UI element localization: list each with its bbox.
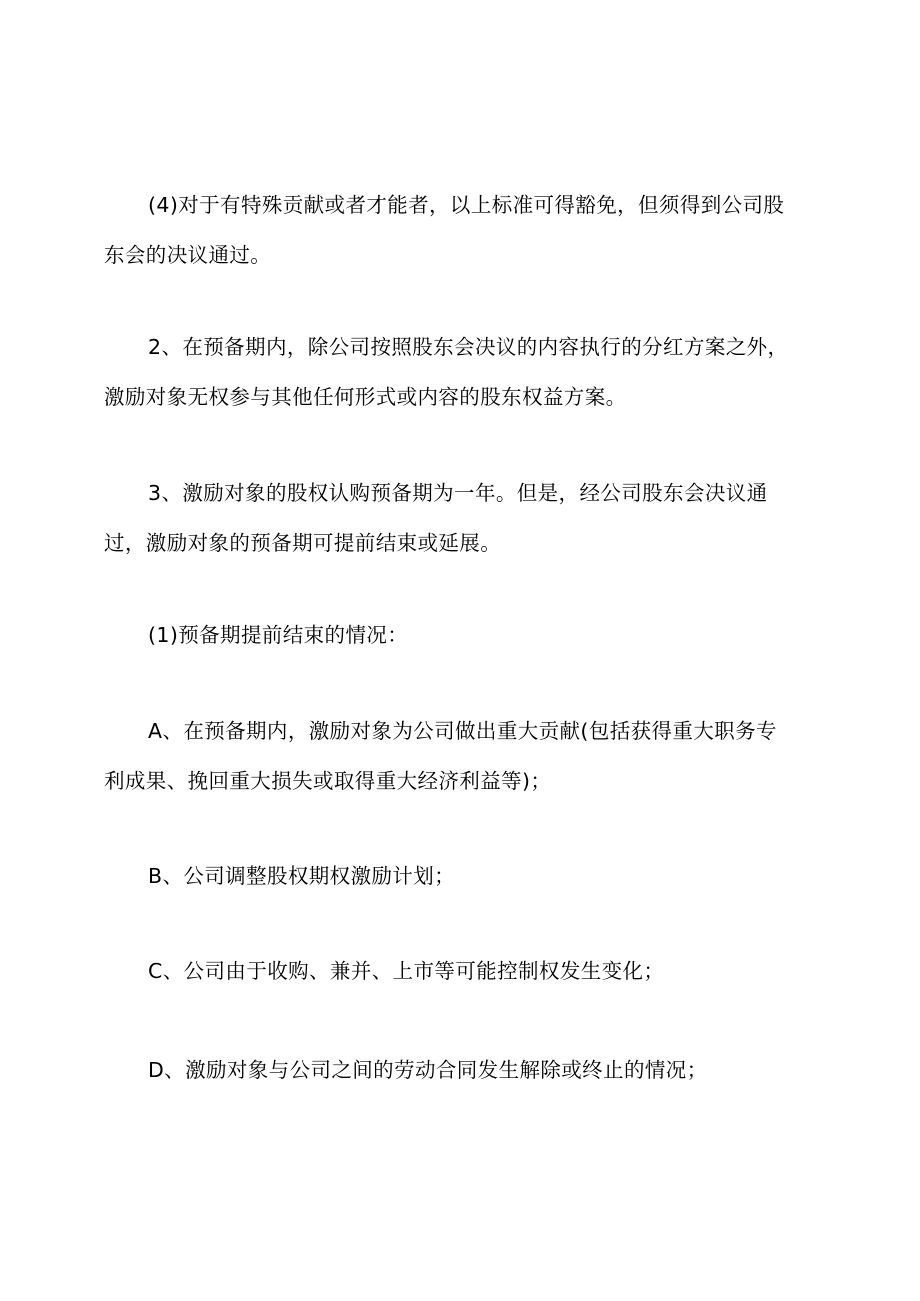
paragraph-special-contribution (104, 180, 804, 280)
paragraph-line: 利成果、挽回重大损失或取得重大经济利益等)； (104, 769, 552, 793)
paragraph-line: 过，激励对象的预备期可提前结束或延展。 (104, 531, 502, 555)
paragraph-item-b (104, 851, 804, 901)
paragraph-line: 2、在预备期内，除公司按照股东会决议的内容执行的分红方案之外， (148, 335, 789, 359)
paragraph-line: B、公司调整股权期权激励计划； (148, 864, 456, 888)
paragraph-item-c (104, 946, 804, 996)
paragraph-item-d (104, 1045, 804, 1095)
paragraph-line: (1)预备期提前结束的情况： (148, 623, 409, 647)
paragraph-preparation-period-rights (104, 322, 804, 422)
paragraph-item-a (104, 706, 804, 806)
paragraph-line: C、公司由于收购、兼并、上市等可能控制权发生变化； (148, 959, 665, 983)
paragraph-preparation-period-length (104, 468, 804, 568)
paragraph-line: D、激励对象与公司之间的劳动合同发生解除或终止的情况； (148, 1058, 708, 1082)
paragraph-line: 东会的决议通过。 (104, 243, 272, 267)
paragraph-line: 3、激励对象的股权认购预备期为一年。但是，经公司股东会决议通 (148, 481, 768, 505)
paragraph-line: A、在预备期内，激励对象为公司做出重大贡献(包括获得重大职务专 (148, 719, 777, 743)
paragraph-early-end-heading (104, 610, 804, 660)
paragraph-line: 激励对象无权参与其他任何形式或内容的股东权益方案。 (104, 385, 627, 409)
paragraph-line: (4)对于有特殊贡献或者才能者，以上标准可得豁免，但须得到公司股 (148, 193, 785, 217)
